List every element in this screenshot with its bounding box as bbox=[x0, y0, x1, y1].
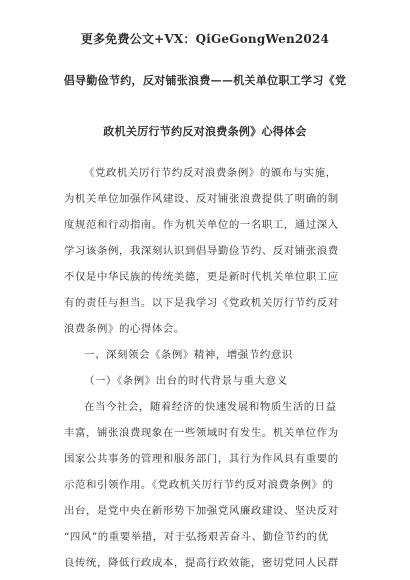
body-paragraph-line: 《党政机关厉行节约反对浪费条例》的颁布与实施， bbox=[84, 167, 337, 179]
body-paragraph-line: 在当今社会，随着经济的快速发展和物质生活的日益 bbox=[84, 401, 337, 413]
body-paragraph-line: 国家公共事务的管理和服务部门，其行为作风具有重要的 bbox=[64, 453, 339, 465]
document-title-line-2: 政机关厉行节约反对浪费条例》心得体会 bbox=[103, 125, 307, 138]
document-title-line-1: 倡导勤俭节约，反对铺张浪费——机关单位职工学习《党 bbox=[63, 74, 347, 87]
body-paragraph-line: 浪费条例》的心得体会。 bbox=[64, 323, 185, 335]
body-paragraph-line: 不仅是中华民族的传统美德，更是新时代机关单位职工应 bbox=[64, 271, 339, 283]
body-paragraph-line: 丰富，铺张浪费现象在一些领域时有发生。机关单位作为 bbox=[64, 427, 339, 439]
body-paragraph-line: 示范和引领作用。《党政机关厉行节约反对浪费条例》的 bbox=[64, 479, 334, 491]
body-paragraph-line: “四风”的重要举措，对于弘扬艰苦奋斗、勤俭节约的优 bbox=[64, 531, 329, 543]
body-paragraph-line: 为机关单位加强作风建设、反对铺张浪费提供了明确的制 bbox=[64, 193, 339, 205]
body-paragraph-line: 出台，是党中央在新形势下加强党风廉政建设、坚决反对 bbox=[64, 505, 339, 517]
promo-header: 更多免费公文+VX：QiGeGongWen2024 bbox=[80, 32, 330, 46]
body-paragraph-line: 度规范和行动指南。作为机关单位的一名职工，通过深入 bbox=[64, 219, 339, 231]
body-paragraph-line: 有的责任与担当。以下是我学习《党政机关厉行节约反对 bbox=[64, 297, 339, 309]
body-paragraph-line: 学习该条例，我深刻认识到倡导勤俭节约、反对铺张浪费 bbox=[64, 245, 339, 257]
section-heading: 一、深刻领会《条例》精神，增强节约意识 bbox=[84, 349, 293, 361]
body-paragraph-line: 良传统，降低行政成本，提高行政效能，密切党同人民群 bbox=[64, 557, 339, 569]
subsection-heading: （一）《条例》出台的时代背景与重大意义 bbox=[84, 375, 288, 387]
